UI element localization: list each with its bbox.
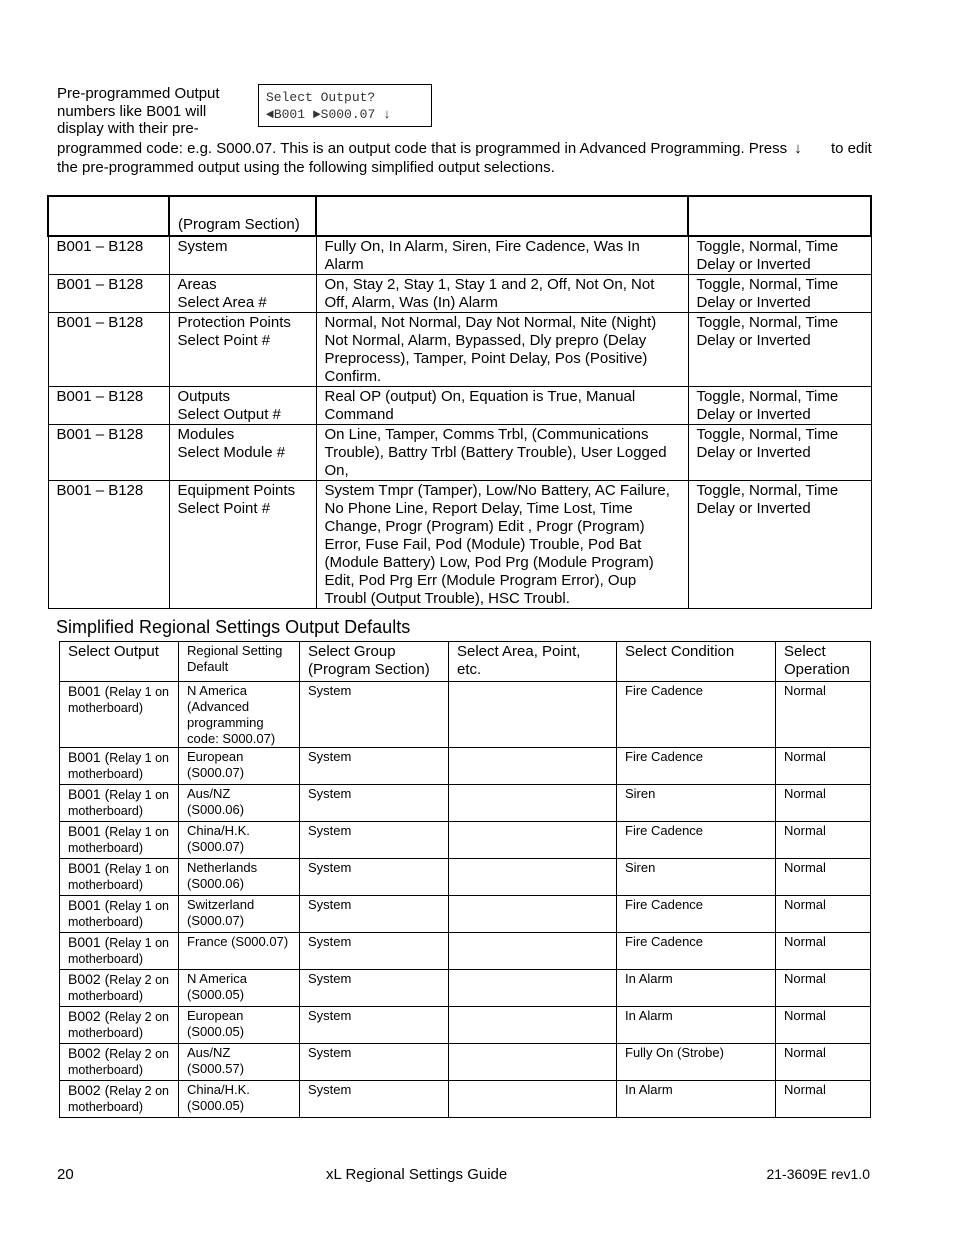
section-heading: Simplified Regional Settings Output Defaults	[56, 617, 411, 637]
region-cell: Aus/NZ (S000.57)	[179, 1044, 300, 1081]
group-cell: System	[300, 1081, 449, 1118]
operation-cell: Normal	[776, 896, 871, 933]
area-cell	[449, 1007, 617, 1044]
operation-cell: Normal	[776, 1044, 871, 1081]
header-cell	[48, 196, 169, 236]
output-cell: B002 (Relay 2 on motherboard)	[60, 1081, 179, 1118]
table-row	[60, 748, 871, 785]
area-cell	[449, 933, 617, 970]
area-cell	[449, 785, 617, 822]
condition-cell: Fire Cadence	[617, 896, 776, 933]
region-cell: Switzerland (S000.07)	[179, 896, 300, 933]
table-row	[60, 785, 871, 822]
region-cell: European (S000.07)	[179, 748, 300, 785]
table-row	[48, 236, 871, 275]
region-cell: China/H.K. (S000.07)	[179, 822, 300, 859]
operation-cell: Normal	[776, 970, 871, 1007]
group-cell: System	[300, 859, 449, 896]
operation-cell: Normal	[776, 859, 871, 896]
condition-cell: Fire Cadence	[617, 748, 776, 785]
lcd-display	[258, 84, 432, 127]
table-row	[60, 859, 871, 896]
footer-title: xL Regional Settings Guide	[326, 1166, 508, 1183]
condition-cell: In Alarm	[617, 1007, 776, 1044]
table-header-row	[48, 196, 871, 236]
output-range-cell: B001 – B128	[48, 313, 169, 387]
operation-cell: Toggle, Normal, Time Delay or Inverted	[688, 275, 871, 313]
group-cell: System	[300, 822, 449, 859]
operation-cell: Normal	[776, 682, 871, 748]
lcd-output-number: B001	[273, 107, 306, 122]
header-cell: Regional Setting Default	[179, 642, 300, 682]
area-cell	[449, 822, 617, 859]
group-cell: System	[300, 682, 449, 748]
area-cell	[449, 859, 617, 896]
condition-cell: On Line, Tamper, Comms Trbl, (Communications Trouble), Battry Trbl (Battery Trouble), User Logged On,	[316, 425, 688, 481]
down-arrow-icon: ↓	[794, 140, 802, 157]
group-cell: System	[300, 933, 449, 970]
intro-continuation-part2: to edit the pre-programmed output using the following simplified output selections.	[57, 140, 872, 176]
output-range-cell: B001 – B128	[48, 481, 169, 609]
operation-cell: Toggle, Normal, Time Delay or Inverted	[688, 313, 871, 387]
table-row	[60, 682, 871, 748]
footer-doc-code: 21-3609E rev1.0	[766, 1166, 870, 1182]
region-cell: France (S000.07)	[179, 933, 300, 970]
operation-cell: Toggle, Normal, Time Delay or Inverted	[688, 481, 871, 609]
output-cell: B001 (Relay 1 on motherboard)	[60, 822, 179, 859]
output-range-cell: B001 – B128	[48, 387, 169, 425]
output-range-cell: B001 – B128	[48, 236, 169, 275]
operation-cell: Toggle, Normal, Time Delay or Inverted	[688, 236, 871, 275]
condition-cell: Fire Cadence	[617, 933, 776, 970]
lcd-line-2	[266, 106, 431, 123]
output-cell: B001 (Relay 1 on motherboard)	[60, 748, 179, 785]
group-cell: Outputs Select Output #	[169, 387, 316, 425]
condition-cell: Fully On (Strobe)	[617, 1044, 776, 1081]
output-cell: B001 (Relay 1 on motherboard)	[60, 682, 179, 748]
operation-cell: Normal	[776, 1007, 871, 1044]
group-cell: System	[300, 1044, 449, 1081]
group-cell: Modules Select Module #	[169, 425, 316, 481]
header-cell: Select Group (Program Section)	[300, 642, 449, 682]
table-row	[60, 933, 871, 970]
operation-cell: Normal	[776, 933, 871, 970]
output-cell: B001 (Relay 1 on motherboard)	[60, 933, 179, 970]
area-cell	[449, 896, 617, 933]
condition-cell: Siren	[617, 785, 776, 822]
output-cell: B001 (Relay 1 on motherboard)	[60, 859, 179, 896]
area-cell	[449, 970, 617, 1007]
output-range-cell: B001 – B128	[48, 425, 169, 481]
header-cell	[316, 196, 688, 236]
condition-cell: On, Stay 2, Stay 1, Stay 1 and 2, Off, Not On, Not Off, Alarm, Was (In) Alarm	[316, 275, 688, 313]
table-header-row	[60, 642, 871, 682]
region-cell: China/H.K. (S000.05)	[179, 1081, 300, 1118]
table-row	[48, 313, 871, 387]
table-row	[60, 1044, 871, 1081]
lcd-line-1: Select Output?	[266, 90, 376, 105]
operation-cell: Normal	[776, 748, 871, 785]
down-arrow-icon: ↓	[383, 107, 391, 122]
area-cell	[449, 1081, 617, 1118]
regional-defaults-table	[59, 641, 871, 1118]
table-row	[48, 387, 871, 425]
condition-cell: Normal, Not Normal, Day Not Normal, Nite (Night) Not Normal, Alarm, Bypassed, Dly prepro (Delay Preprocess), Tamper, Point Delay, Pos (Positive) Confirm.	[316, 313, 688, 387]
area-cell	[449, 748, 617, 785]
group-cell: Areas Select Area #	[169, 275, 316, 313]
table-row	[48, 481, 871, 609]
right-arrow-icon: ►	[312, 107, 321, 122]
operation-cell: Normal	[776, 822, 871, 859]
header-cell: Select Output	[60, 642, 179, 682]
operation-cell: Toggle, Normal, Time Delay or Inverted	[688, 387, 871, 425]
group-cell: System	[300, 896, 449, 933]
operation-cell: Toggle, Normal, Time Delay or Inverted	[688, 425, 871, 481]
group-cell: Protection Points Select Point #	[169, 313, 316, 387]
group-cell: System	[300, 1007, 449, 1044]
header-cell: Select Condition	[617, 642, 776, 682]
condition-cell: In Alarm	[617, 970, 776, 1007]
group-cell: Equipment Points Select Point #	[169, 481, 316, 609]
condition-cell: Fire Cadence	[617, 822, 776, 859]
area-cell	[449, 682, 617, 748]
header-cell: (Program Section)	[169, 196, 316, 236]
output-cell: B002 (Relay 2 on motherboard)	[60, 1044, 179, 1081]
region-cell: N America (S000.05)	[179, 970, 300, 1007]
region-cell: Netherlands (S000.06)	[179, 859, 300, 896]
region-cell: N America (Advanced programming code: S000.07)	[179, 682, 300, 748]
area-cell	[449, 1044, 617, 1081]
table-row	[60, 896, 871, 933]
header-cell: Select Operation	[776, 642, 871, 682]
table-row	[60, 1081, 871, 1118]
group-cell: System	[300, 970, 449, 1007]
output-cell: B001 (Relay 1 on motherboard)	[60, 896, 179, 933]
page-number: 20	[57, 1166, 74, 1183]
table-row	[60, 1007, 871, 1044]
operation-cell: Normal	[776, 785, 871, 822]
intro-continuation-part1: programmed code: e.g. S000.07. This is an output code that is programmed in Advanced Programming. Press	[57, 140, 788, 157]
table-row	[48, 425, 871, 481]
condition-cell: System Tmpr (Tamper), Low/No Battery, AC Failure, No Phone Line, Report Delay, Time Lost, Time Change, Progr (Program) Edit , Progr (Program) Error, Fuse Fail, Pod (Module) Trouble, Pod Bat (Module Battery) Low, Pod Prg (Module Program) Edit, Pod Prg Err (Module Program Error), Oup Troubl (Output Trouble), HSC Troubl.	[316, 481, 688, 609]
operation-cell: Normal	[776, 1081, 871, 1118]
intro-text-block: Pre-programmed Output numbers like B001 will display with their pre-	[57, 85, 220, 137]
header-cell	[688, 196, 871, 236]
output-selection-table	[47, 195, 872, 609]
output-cell: B002 (Relay 2 on motherboard)	[60, 1007, 179, 1044]
region-cell: European (S000.05)	[179, 1007, 300, 1044]
output-range-cell: B001 – B128	[48, 275, 169, 313]
condition-cell: Fully On, In Alarm, Siren, Fire Cadence, Was In Alarm	[316, 236, 688, 275]
output-cell: B002 (Relay 2 on motherboard)	[60, 970, 179, 1007]
group-cell: System	[300, 748, 449, 785]
left-arrow-icon: ◄	[266, 107, 274, 122]
table-row	[60, 970, 871, 1007]
table-row	[48, 275, 871, 313]
group-cell: System	[169, 236, 316, 275]
condition-cell: In Alarm	[617, 1081, 776, 1118]
intro-continuation	[57, 140, 877, 177]
table-row	[60, 822, 871, 859]
group-cell: System	[300, 785, 449, 822]
condition-cell: Real OP (output) On, Equation is True, Manual Command	[316, 387, 688, 425]
region-cell: Aus/NZ (S000.06)	[179, 785, 300, 822]
condition-cell: Fire Cadence	[617, 682, 776, 748]
condition-cell: Siren	[617, 859, 776, 896]
output-cell: B001 (Relay 1 on motherboard)	[60, 785, 179, 822]
lcd-output-code: S000.07	[320, 107, 376, 122]
header-cell: Select Area, Point, etc.	[449, 642, 617, 682]
